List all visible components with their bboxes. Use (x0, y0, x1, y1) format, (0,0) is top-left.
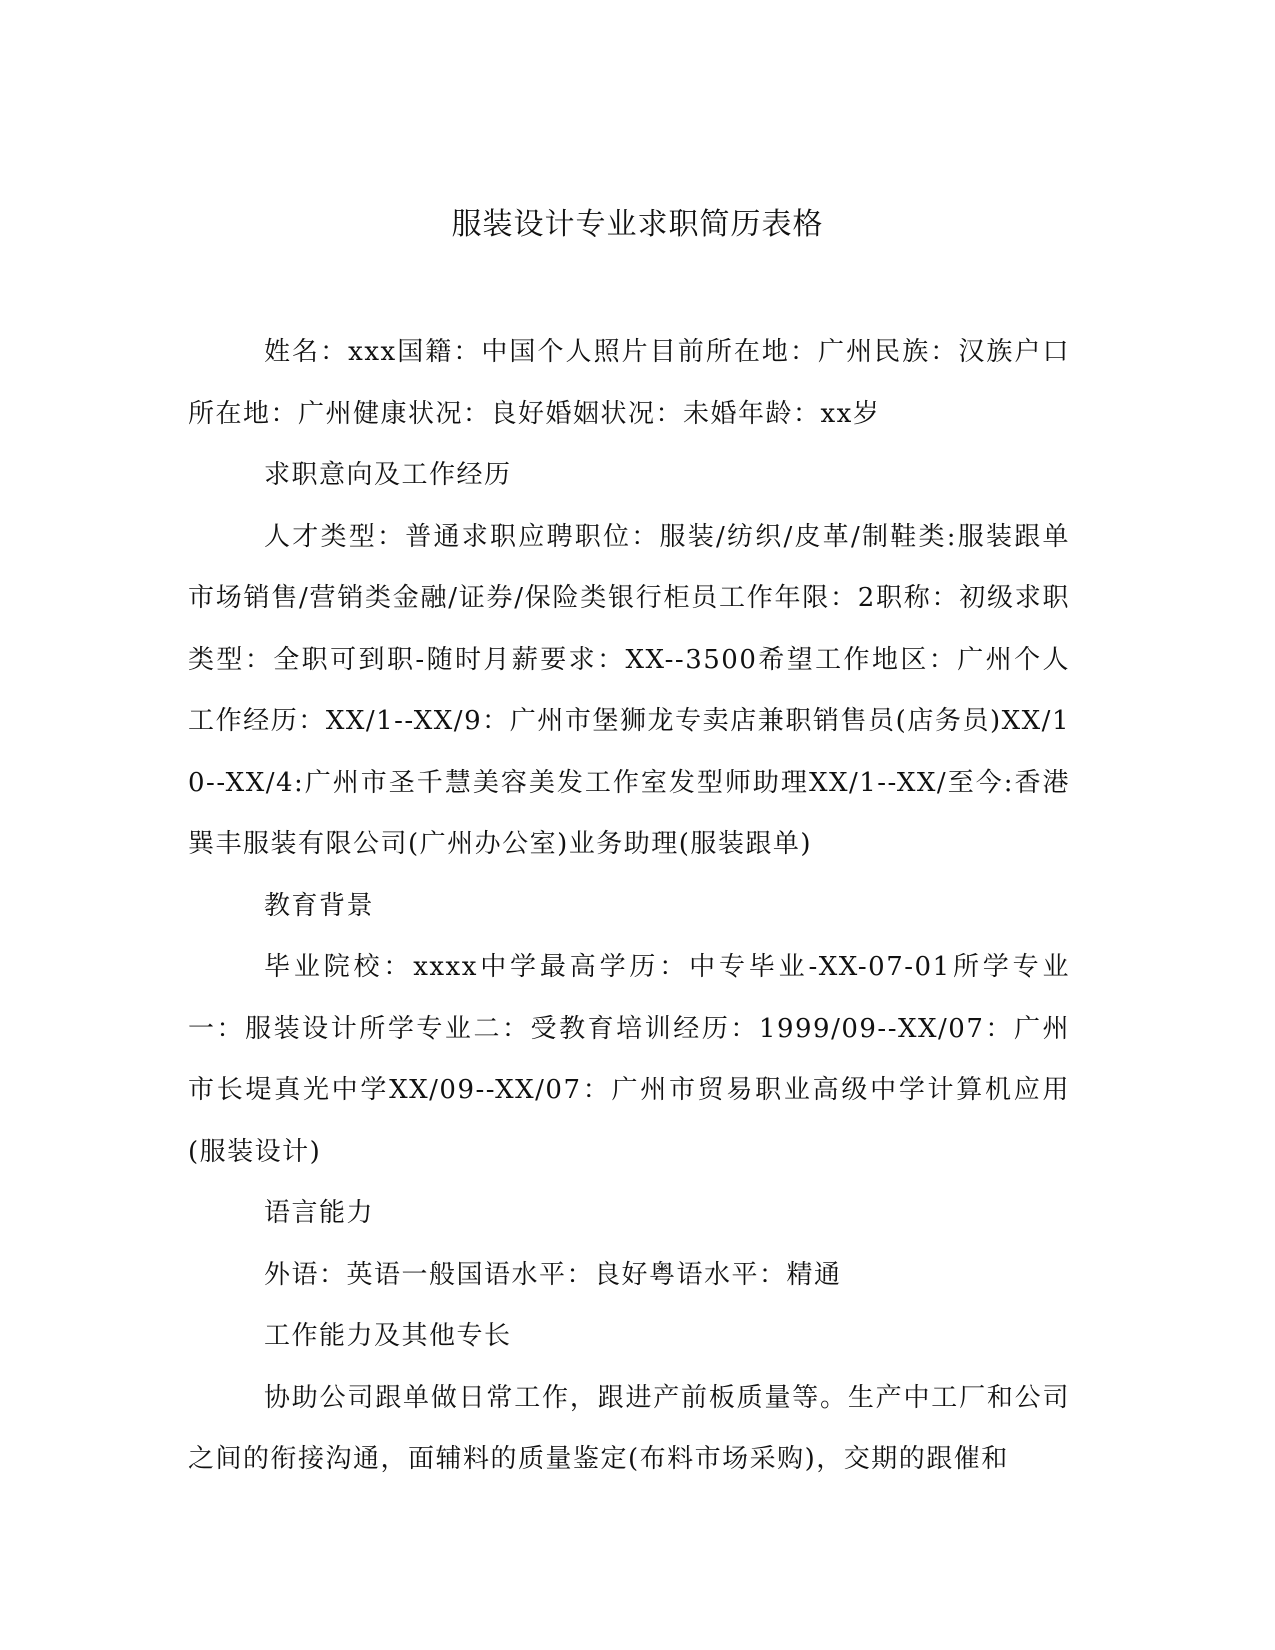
skills-paragraph: 协助公司跟单做日常工作，跟进产前板质量等。生产中工厂和公司之间的衔接沟通，面辅料的质量鉴定(布料市场采购)，交期的跟催和 (188, 1382, 1070, 1474)
section-heading-skills: 工作能力及其他专长 (264, 1321, 512, 1351)
document-body (188, 322, 1070, 1491)
job-experience-paragraph: 人才类型：普通求职应聘职位：服装/纺织/皮革/制鞋类:服装跟单市场销售/营销类金融/证券/保险类银行柜员工作年限：2职称：初级求职类型：全职可到职-随时月薪要求：XX--3500希望工作地区：广州个人工作经历：XX/1--XX/9：广州市堡狮龙专卖店兼职销售员(店务员)XX/10--XX/4:广州市圣千慧美容美发工作室发型师助理XX/1--XX/至今:香港巽丰服装有限公司(广州办公室)业务助理(服装跟单) (188, 521, 1070, 859)
document-title: 服装设计专业求职简历表格 (451, 207, 824, 242)
language-paragraph: 外语：英语一般国语水平：良好粤语水平：精通 (264, 1259, 842, 1290)
section-heading-education: 教育背景 (264, 890, 375, 921)
section-heading-job-intention: 求职意向及工作经历 (264, 460, 512, 490)
education-paragraph: 毕业院校：xxxx中学最高学历：中专毕业-XX-07-01所学专业一：服装设计所学专业二：受教育培训经历：1999/09--XX/07：广州市长堤真光中学XX/09--XX/07：广州市贸易职业高级中学计算机应用(服装设计) (188, 952, 1070, 1167)
section-heading-language: 语言能力 (264, 1198, 375, 1228)
personal-info-paragraph: 姓名：xxx国籍：中国个人照片目前所在地：广州民族：汉族户口所在地：广州健康状况：良好婚姻状况：未婚年龄：xx岁 (188, 337, 1070, 429)
